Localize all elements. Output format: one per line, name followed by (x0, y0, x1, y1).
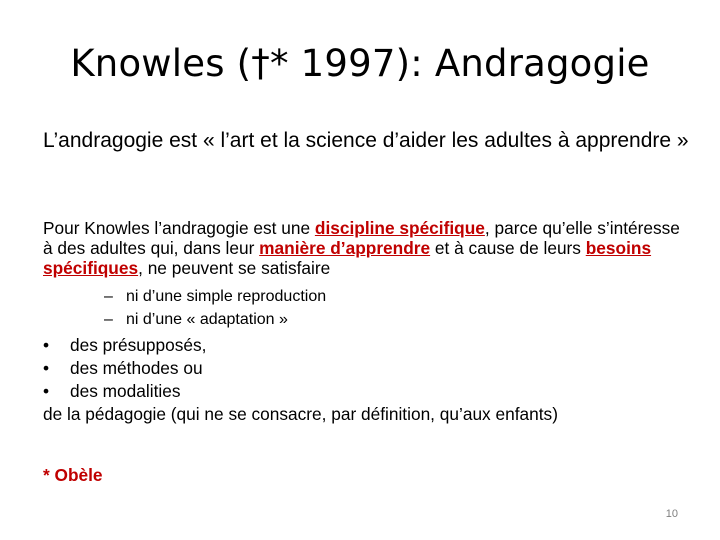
bullet-marker: • (43, 335, 50, 355)
dash-list-item: – ni d’une simple reproduction (104, 285, 664, 308)
bullet-marker: • (43, 358, 50, 378)
knowles-paragraph (43, 218, 693, 278)
highlight-besoins: besoins spécifiques (43, 238, 652, 278)
definition-paragraph: L’andragogie est « l’art et la science d’aider les adultes à apprendre » (43, 129, 689, 152)
knowles-text-4: , ne peuvent se satisfaire (138, 258, 331, 278)
knowles-text-3: et à cause de leurs (430, 238, 586, 258)
highlight-discipline: discipline spécifique (314, 218, 485, 238)
page-number: 10 (665, 508, 678, 520)
knowles-text-1: Pour Knowles l’andragogie est une (43, 218, 315, 238)
dash-marker: – (104, 311, 113, 328)
obele-footnote: * Obèle (43, 465, 103, 485)
slide-title: Knowles (†* 1997): Andragogie (70, 42, 650, 85)
dash-list-item: – ni d’une « adaptation » (104, 308, 664, 331)
bullet-marker: • (43, 381, 50, 401)
bullet-item: • des méthodes ou (43, 358, 203, 378)
highlight-maniere: manière d’apprendre (259, 238, 431, 258)
knowles-text-2: , parce qu’elle s’intéresse à des adultes qui, dans leur (43, 218, 680, 258)
bullet-item: • des présupposés, (43, 335, 207, 355)
bullet-list (43, 334, 703, 426)
closing-line: de la pédagogie (qui ne se consacre, par définition, qu’aux enfants) (43, 404, 558, 424)
dash-list (104, 285, 664, 331)
dash-marker: – (104, 288, 113, 305)
bullet-item: • des modalities (43, 381, 181, 401)
